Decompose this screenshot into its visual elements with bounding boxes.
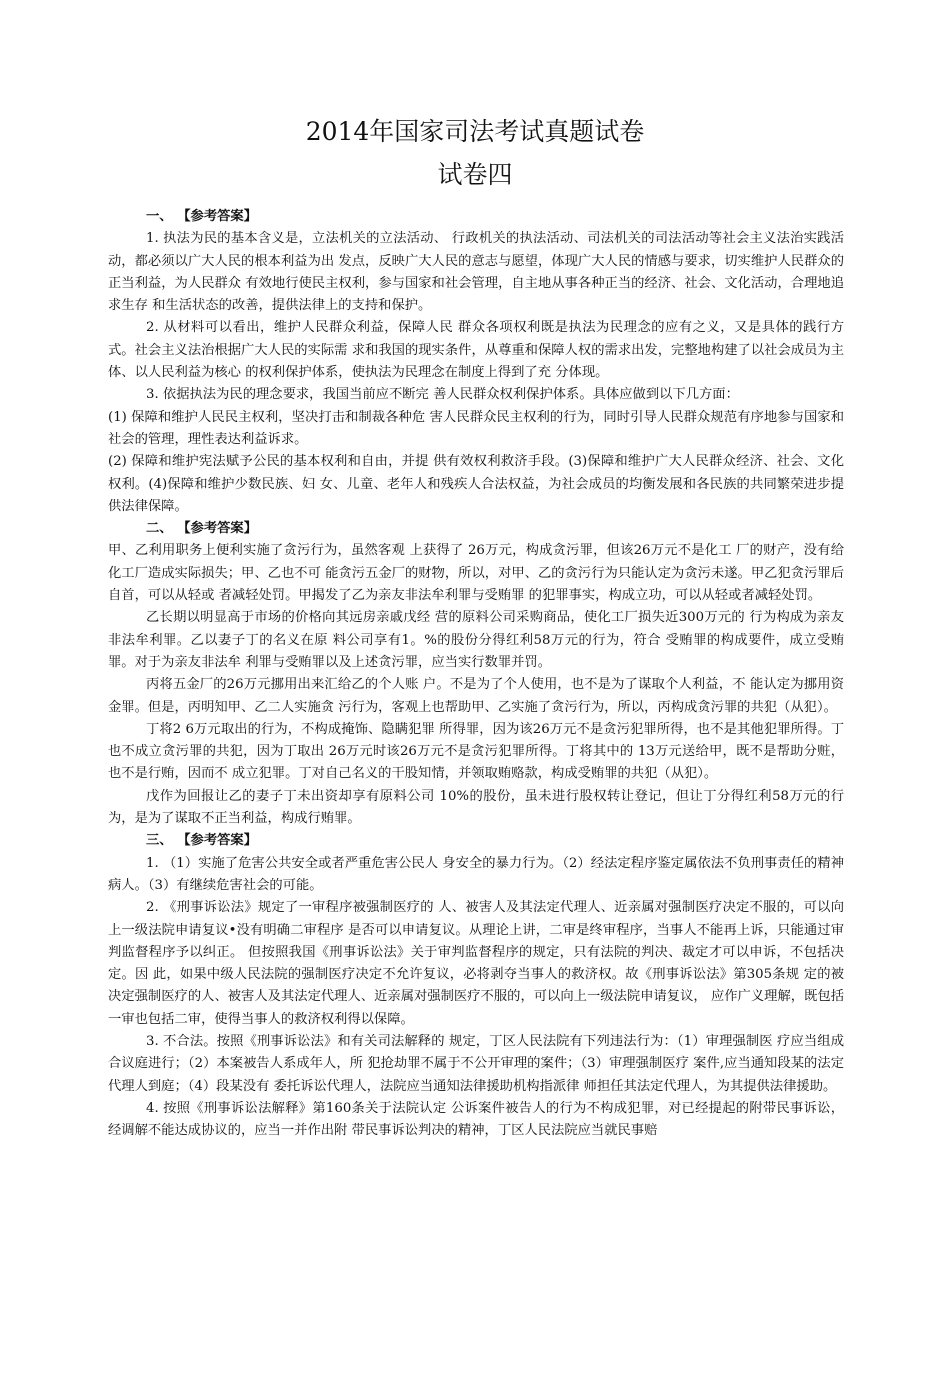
document-title: 2014年国家司法考试真题试卷 xyxy=(305,117,645,146)
paragraph: 2. 《刑事诉讼法》规定了一审程序被强制医疗的 人、被害人及其法定代理人、近亲属对强制医疗决定不服的，可以向上一级法院申请复议•没有明确二审程序 是否可以申请复议。从理论上讲，二审是终审程序，当事人不能再上诉，只能通过审判监督程序予以纠正。 但按照我国《刑事诉讼法》关于审判监督程序的规定，只有法院的判决、裁定才可以申诉，不包括决定。因 此，如果中级人民法院的强制医疗决定不允许复议，必将剥夺当事人的救济权。故《刑事诉讼法》第305条规 定的被决定强制医疗的人、被害人及其法定代理人、近亲属对强制医疗不服的，可以向上一级法院申请复议， 应作广义理解，既包括一审也包括二审，使得当事人的救济权利得以保障。 xyxy=(108,900,844,1027)
paragraph: 4. 按照《刑事诉讼法解释》第160条关于法院认定 公诉案件被告人的行为不构成犯罪，对已经提起的附带民事诉讼，经调解不能达成协议的，应当一并作出附 带民事诉讼判决的精神，丁区人民法院应当就民事赔 xyxy=(108,1100,844,1139)
paragraph: 丙将五金厂的26万元挪用出来汇给乙的个人账 户。不是为了个人使用，也不是为了谋取个人利益，不 能认定为挪用资金罪。但是，丙明知甲、乙二人实施贪 污行为，客观上也帮助甲、乙实施了贪污行为，所以，丙构成贪污罪的共犯（从犯）。 xyxy=(108,677,844,715)
paragraph: 3. 不合法。按照《刑事诉讼法》和有关司法解释的 规定，丁区人民法院有下列违法行为：（1）审理强制医 疗应当组成合议庭进行；（2）本案被告人系成年人，所 犯抢劫罪不属于不公开审理的案件；（3）审理强制医疗 案件,应当通知段某的法定代理人到庭；（4）段某没有 委托诉讼代理人，法院应当通知法律援助机构指派律 师担任其法定代理人，为其提供法律援助。 xyxy=(108,1033,844,1094)
paragraph: 甲、乙利用职务上便利实施了贪污行为，虽然客观 上获得了 26万元，构成贪污罪，但该26万元不是化工 厂的财产，没有给化工厂造成实际损失；甲、乙也不可 能贪污五金厂的财物，所以，对甲、乙的贪污行为只能认定为贪污未遂。甲乙犯贪污罪后自首，可以从轻或 者减轻处罚。甲揭发了乙为亲友非法牟利罪与受贿罪 的犯罪事实，构成立功，可以从轻或者减轻处罚。 xyxy=(108,543,844,604)
document-subtitle: 试卷四 xyxy=(437,160,513,189)
paragraph: (1) 保障和维护人民民主权利，坚决打击和制裁各种危 害人民群众民主权利的行为，同时引导人民群众规范有序地参与国家和社会的管理，理性表达利益诉求。 xyxy=(108,409,844,447)
paragraph: 戊作为回报让乙的妻子丁未出资却享有原料公司 10%的股份，虽未进行股权转让登记，但让丁分得红利58万元的行为，是为了谋取不正当利益，构成行贿罪。 xyxy=(108,788,844,827)
section-heading: 一、 【参考答案】 xyxy=(146,209,258,224)
section-heading: 三、 【参考答案】 xyxy=(146,833,258,849)
paragraph: 3. 依据执法为民的理念要求，我国当前应不断完 善人民群众权利保护体系。具体应做到以下几方面： xyxy=(146,387,739,403)
document-body xyxy=(108,206,844,1142)
paragraph: (2) 保障和维护宪法赋予公民的基本权利和自由，并提 供有效权利救济手段。(3)保障和维护广大人民群众经济、社会、文化权利。(4)保障和维护少数民族、妇 女、儿童、老年人和残疾人合法权益，为社会成员的均衡发展和各民族的共同繁荣进步提供法律保障。 xyxy=(108,454,844,514)
paragraph: 丁将2 6万元取出的行为，不构成掩饰、隐瞒犯罪 所得罪，因为该26万元不是贪污犯罪所得，也不是其他犯罪所得。丁也不成立贪污罪的共犯，因为丁取出 26万元时该26万元不是贪污犯罪所得。丁将其中的 13万元送给甲，既不是帮助分赃，也不是行贿，因而不 成立犯罪。丁对自己名义的干股知情，并领取贿赂款，构成受贿罪的共犯（从犯）。 xyxy=(108,721,844,782)
paragraph: 2. 从材料可以看出，维护人民群众利益，保障人民 群众各项权利既是执法为民理念的应有之义，又是具体的践行方式。社会主义法治根据广大人民的实际需 求和我国的现实条件，从尊重和保障人权的需求出发，完整地构建了以社会成员为主体、以人民利益为核心 的权利保护体系，使执法为民理念在制度上得到了充 分体现。 xyxy=(108,320,844,381)
section-heading: 二、 【参考答案】 xyxy=(146,521,258,537)
paragraph: 乙长期以明显高于市场的价格向其远房亲戚戊经 营的原料公司采购商品，使化工厂损失近300万元的 行为构成为亲友非法牟利罪。乙以妻子丁的名义在原 料公司享有1。%的股份分得红利58万元的行为，符合 受贿罪的构成要件，成立受贿罪。对于为亲友非法牟 利罪与受贿罪以及上述贪污罪，应当实行数罪并罚。 xyxy=(108,610,844,670)
paragraph: 1. （1）实施了危害公共安全或者严重危害公民人 身安全的暴力行为。（2）经法定程序鉴定属依法不负刑事责任的精神病人。（3）有继续危害社会的可能。 xyxy=(108,855,844,893)
paragraph: 1. 执法为民的基本含义是，立法机关的立法活动、 行政机关的执法活动、司法机关的司法活动等社会主义法治实践活动，都必须以广大人民的根本利益为出 发点，反映广大人民的意志与愿望，体现广大人民的情感与要求，切实维护人民群众的正当利益，为人民群众 有效地行使民主权利，参与国家和社会管理，自主地从事各种正当的经济、社会、文化活动，合理地追求生存 和生活状态的改善，提供法律上的支持和保护。 xyxy=(108,231,844,314)
